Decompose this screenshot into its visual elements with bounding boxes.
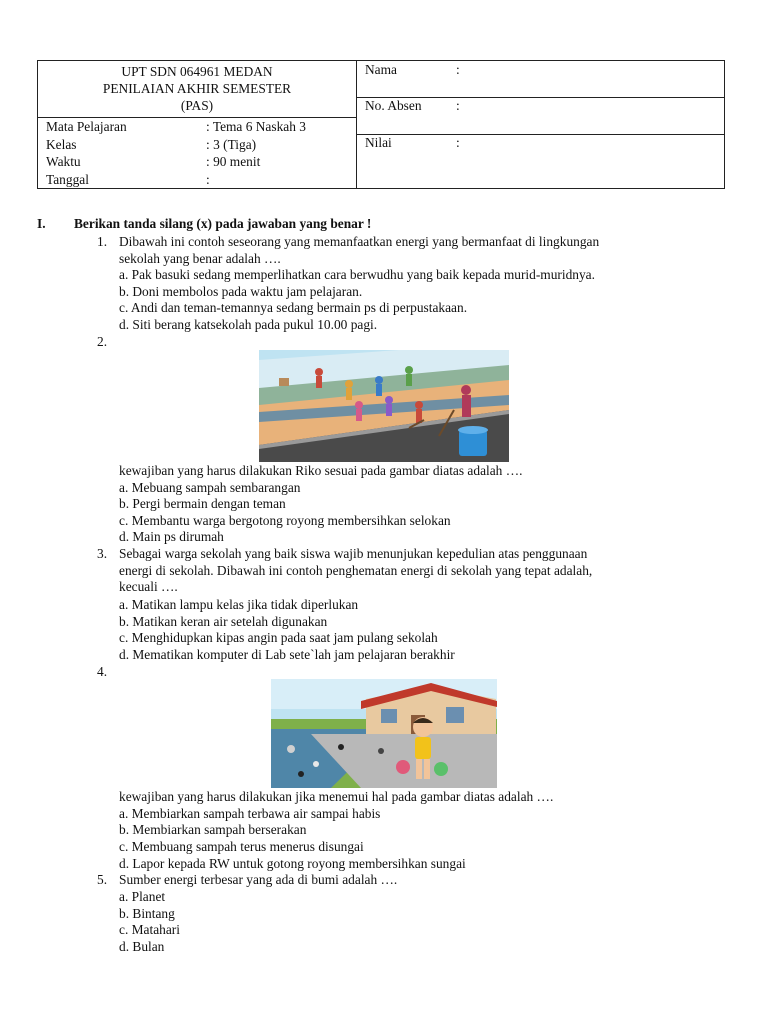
exam-title: PENILAIAN AKHIR SEMESTER xyxy=(102,81,292,96)
question-text: kecuali …. xyxy=(119,579,178,595)
info-value: : Tema 6 Naskah 3 xyxy=(206,119,306,134)
question-number: 1. xyxy=(97,234,108,249)
option[interactable]: d. Mematikan komputer di Lab sete`lah jam pelajaran berakhir xyxy=(119,647,455,662)
student-absen-field[interactable]: No. Absen : xyxy=(365,98,460,113)
section-heading xyxy=(37,216,371,232)
question-text: sekolah yang benar adalah …. xyxy=(119,250,281,266)
question-text: kewajiban yang harus dilakukan jika menemui hal pada gambar diatas adalah …. xyxy=(119,789,554,804)
question-5 xyxy=(97,872,717,889)
option[interactable]: c. Membuang sampah terus menerus disungai xyxy=(119,839,364,854)
question-text: energi di sekolah. Dibawah ini contoh penghematan energi di sekolah yang tepat adalah, xyxy=(119,562,593,578)
question-number: 5. xyxy=(97,872,108,887)
exam-info xyxy=(46,118,346,188)
question-text: Sebagai warga sekolah yang baik siswa wajib menunjukan kepedulian atas penggunaan xyxy=(119,546,588,561)
student-name-field[interactable]: Nama : xyxy=(365,62,460,77)
river-trash-illustration xyxy=(271,679,497,788)
option[interactable]: b. Matikan keran air setelah digunakan xyxy=(119,614,328,629)
option[interactable]: d. Siti berang katsekolah pada pukul 10.00 pagi. xyxy=(119,317,378,332)
student-score-field[interactable]: Nilai : xyxy=(365,135,460,150)
info-label: Tanggal xyxy=(46,171,89,187)
info-value: : 3 (Tiga) xyxy=(206,136,257,152)
option[interactable]: b. Membiarkan sampah berserakan xyxy=(119,822,307,837)
info-label: Kelas xyxy=(46,136,77,152)
question-text: kewajiban yang harus dilakukan Riko sesuai pada gambar diatas adalah …. xyxy=(119,463,523,478)
option[interactable]: c. Menghidupkan kipas angin pada saat jam pulang sekolah xyxy=(119,630,438,645)
option[interactable]: c. Matahari xyxy=(119,922,180,937)
option[interactable]: d. Lapor kepada RW untuk gotong royong membersihkan sungai xyxy=(119,856,466,871)
question-number: 4. xyxy=(97,664,108,679)
option[interactable]: a. Membiarkan sampah terbawa air sampai habis xyxy=(119,806,381,821)
section-instruction: Berikan tanda silang (x) pada jawaban yang benar ! xyxy=(74,216,372,231)
option[interactable]: d. Bulan xyxy=(119,939,165,954)
section-number: I. xyxy=(37,216,46,231)
option[interactable]: c. Andi dan teman-temannya sedang bermain ps di perpustakaan. xyxy=(119,300,468,315)
gotong-royong-illustration xyxy=(259,350,509,462)
info-label: Waktu xyxy=(46,154,81,169)
option[interactable]: d. Main ps dirumah xyxy=(119,529,224,544)
header-table xyxy=(37,60,725,189)
option[interactable]: b. Pergi bermain dengan teman xyxy=(119,496,286,511)
question-number: 2. xyxy=(97,334,108,349)
info-value: : 90 menit xyxy=(206,154,261,169)
option[interactable]: b. Bintang xyxy=(119,906,175,921)
school-name: UPT SDN 064961 MEDAN xyxy=(121,64,273,79)
option[interactable]: c. Membantu warga bergotong royong membersihkan selokan xyxy=(119,513,451,528)
option[interactable]: a. Planet xyxy=(119,889,166,904)
info-label: Mata Pelajaran xyxy=(46,119,127,134)
question-number: 3. xyxy=(97,546,108,561)
option[interactable]: a. Matikan lampu kelas jika tidak diperlukan xyxy=(119,597,359,612)
school-heading xyxy=(38,63,356,114)
question-text: Dibawah ini contoh seseorang yang memanfaatkan energi yang bermanfaat di lingkungan xyxy=(119,234,600,249)
exam-abbrev: (PAS) xyxy=(180,98,214,113)
question-3 xyxy=(97,546,717,596)
question-1 xyxy=(97,234,717,267)
question-text: Sumber energi terbesar yang ada di bumi adalah …. xyxy=(119,872,398,887)
option[interactable]: b. Doni membolos pada waktu jam pelajaran. xyxy=(119,284,363,299)
info-value: : xyxy=(206,171,210,187)
option[interactable]: a. Pak basuki sedang memperlihatkan cara berwudhu yang baik kepada murid-muridnya. xyxy=(119,267,595,282)
option[interactable]: a. Mebuang sampah sembarangan xyxy=(119,480,301,495)
